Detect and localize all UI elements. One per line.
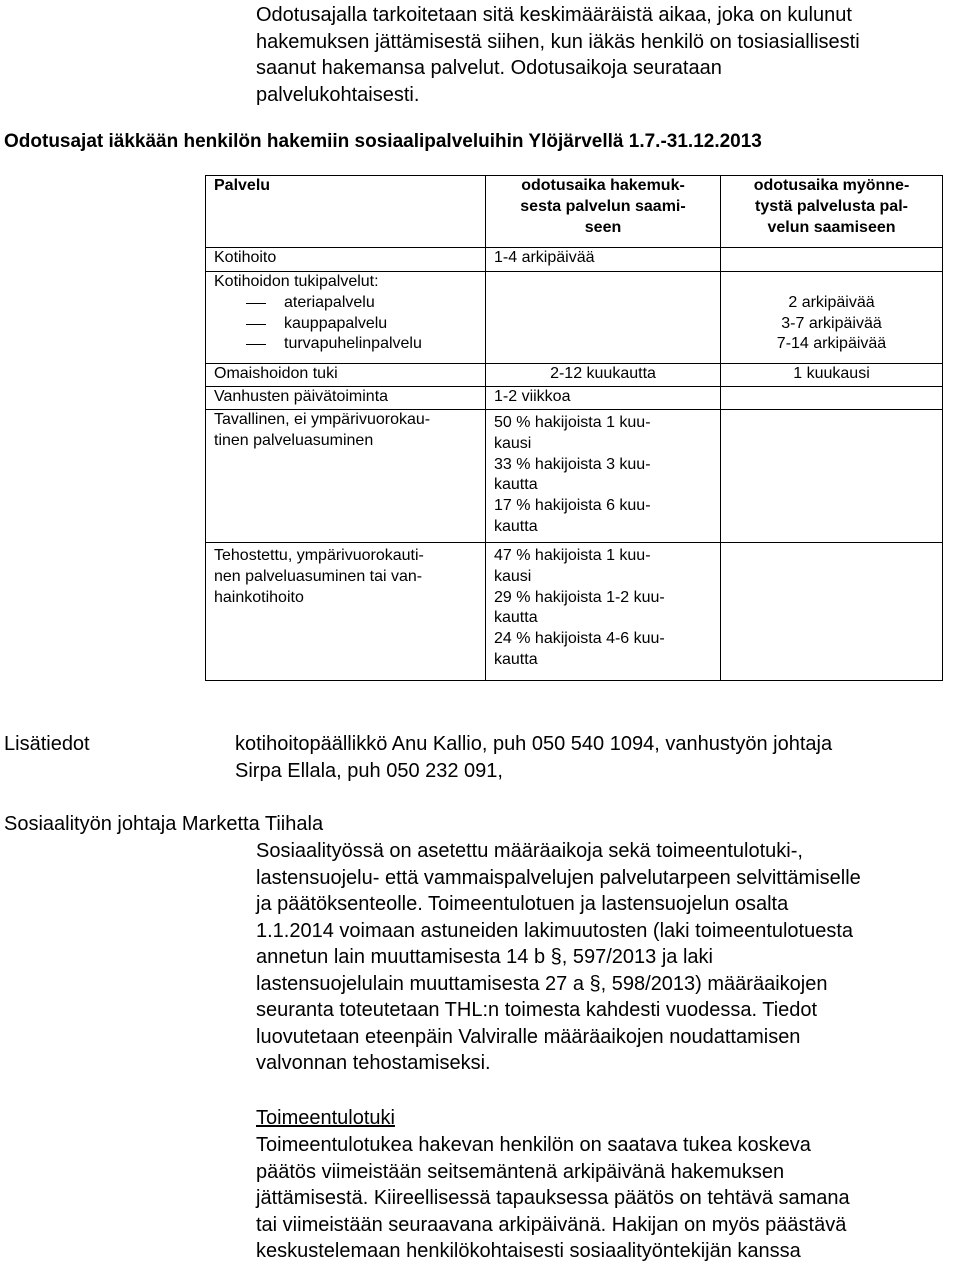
list-item: kauppapalvelu <box>214 314 485 335</box>
paragraph-line: jättämisestä. Kiireellisessä tapauksessa päätös on tehtävä samana <box>256 1187 850 1209</box>
income-support-heading: Toimeentulotuki <box>256 1107 395 1129</box>
cell-wait-granted: 1 kuukausi <box>721 364 943 387</box>
paragraph-line: valvonnan tehostamiseksi. <box>256 1052 491 1074</box>
paragraph-line: ja päätöksenteolle. Toimeentulotuen ja lastensuojelun osalta <box>256 893 789 915</box>
cell-service: Tehostettu, ympärivuorokauti- nen palveluasuminen tai van- hainkotihoito <box>206 543 486 681</box>
intro-paragraph <box>256 2 956 108</box>
intro-line: Odotusajalla tarkoitetaan sitä keskimääräistä aikaa, joka on kulunut <box>256 4 852 26</box>
social-work-paragraph <box>256 838 956 1077</box>
paragraph-line: Sosiaalityössä on asetettu määräaikoja sekä toimeentulotuki-, <box>256 840 803 862</box>
more-info-line: kotihoitopäällikkö Anu Kallio, puh 050 540 1094, vanhustyön johtaja <box>235 733 833 755</box>
paragraph-line: päätös viimeistään seitsemäntenä arkipäivänä hakemuksen <box>256 1160 785 1183</box>
cell-wait-granted <box>721 387 943 410</box>
cell-wait-granted: 2 arkipäivää 3-7 arkipäivää 7-14 arkipäivää <box>721 272 943 364</box>
cell-wait-application <box>486 272 721 364</box>
cell-wait-granted <box>721 248 943 272</box>
list-item: ateriapalvelu <box>214 293 485 314</box>
cell-wait-granted <box>721 543 943 681</box>
table-row <box>206 364 943 387</box>
header-service: Palvelu <box>206 176 486 248</box>
paragraph-line: seuranta toteutetaan THL:n toimesta kahdesti vuodessa. Tiedot <box>256 999 818 1021</box>
table-row <box>206 387 943 410</box>
cell-service: Vanhusten päivätoiminta <box>206 387 486 410</box>
cell-service: Kotihoito <box>206 248 486 272</box>
cell-wait-application: 1-2 viikkoa <box>486 387 721 410</box>
paragraph-line: lastensuojelu- että vammaispalvelujen palvelutarpeen selvittämiselle <box>256 866 861 889</box>
paragraph-line: annetun lain muuttamisesta 14 b §, 597/2013 ja laki <box>256 946 713 968</box>
support-services-list <box>214 293 485 355</box>
cell-wait-application: 2-12 kuukautta <box>486 364 721 387</box>
intro-line: hakemuksen jättämisestä siihen, kun iäkäs henkilö on tosiasiallisesti <box>256 30 860 53</box>
table-row <box>206 410 943 543</box>
waiting-times-table <box>205 175 943 681</box>
cell-wait-granted <box>721 410 943 543</box>
more-info-line: Sirpa Ellala, puh 050 232 091, <box>235 759 503 782</box>
header-wait-granted: odotusaika myönne- tystä palvelusta pal- velun saamiseen <box>721 176 943 248</box>
more-info-text <box>235 731 955 784</box>
table-row <box>206 543 943 681</box>
paragraph-line: tai viimeistään seuraavana arkipäivänä. Hakijan on myös päästävä <box>256 1213 847 1236</box>
cell-service: Kotihoidon tukipalvelut: ateriapalvelu kauppapalvelu turvapuhelinpalvelu <box>206 272 486 364</box>
cell-wait-application: 1-4 arkipäivää <box>486 248 721 272</box>
list-item: turvapuhelinpalvelu <box>214 334 485 355</box>
table-row <box>206 272 943 364</box>
table-header-row <box>206 176 943 248</box>
section-heading: Odotusajat iäkkään henkilön hakemiin sosiaalipalveluihin Ylöjärvellä 1.7.-31.12.2013 <box>4 131 762 152</box>
paragraph-line: luovutetaan eteenpäin Valviralle määräaikojen noudattamisen <box>256 1025 801 1048</box>
cell-service: Tavallinen, ei ympärivuorokau- tinen palveluasuminen <box>206 410 486 543</box>
income-support-paragraph <box>256 1132 956 1265</box>
paragraph-line: lastensuojelulain muuttamisesta 27 a §, 598/2013) määräaikojen <box>256 972 828 995</box>
cell-service: Omaishoidon tuki <box>206 364 486 387</box>
cell-wait-application: 50 % hakijoista 1 kuu- kausi 33 % hakijoista 3 kuu- kautta 17 % hakijoista 6 kuu- kautta <box>486 410 721 543</box>
social-work-heading: Sosiaalityön johtaja Marketta Tiihala <box>4 813 324 835</box>
paragraph-line: 1.1.2014 voimaan astuneiden lakimuutosten (laki toimeentulotuesta <box>256 919 854 942</box>
more-info-label: Lisätiedot <box>4 733 90 755</box>
table-row <box>206 248 943 272</box>
intro-line: palvelukohtaisesti. <box>256 83 420 106</box>
cell-wait-application: 47 % hakijoista 1 kuu- kausi 29 % hakijoista 1-2 kuu- kautta 24 % hakijoista 4-6 kuu- kautta <box>486 543 721 681</box>
intro-line: saanut hakemansa palvelut. Odotusaikoja seurataan <box>256 57 722 79</box>
paragraph-line: Toimeentulotukea hakevan henkilön on saatava tukea koskeva <box>256 1134 811 1156</box>
header-wait-application: odotusaika hakemuk- sesta palvelun saami- seen <box>486 176 721 248</box>
paragraph-line: keskustelemaan henkilökohtaisesti sosiaalityöntekijän kanssa <box>256 1240 801 1262</box>
